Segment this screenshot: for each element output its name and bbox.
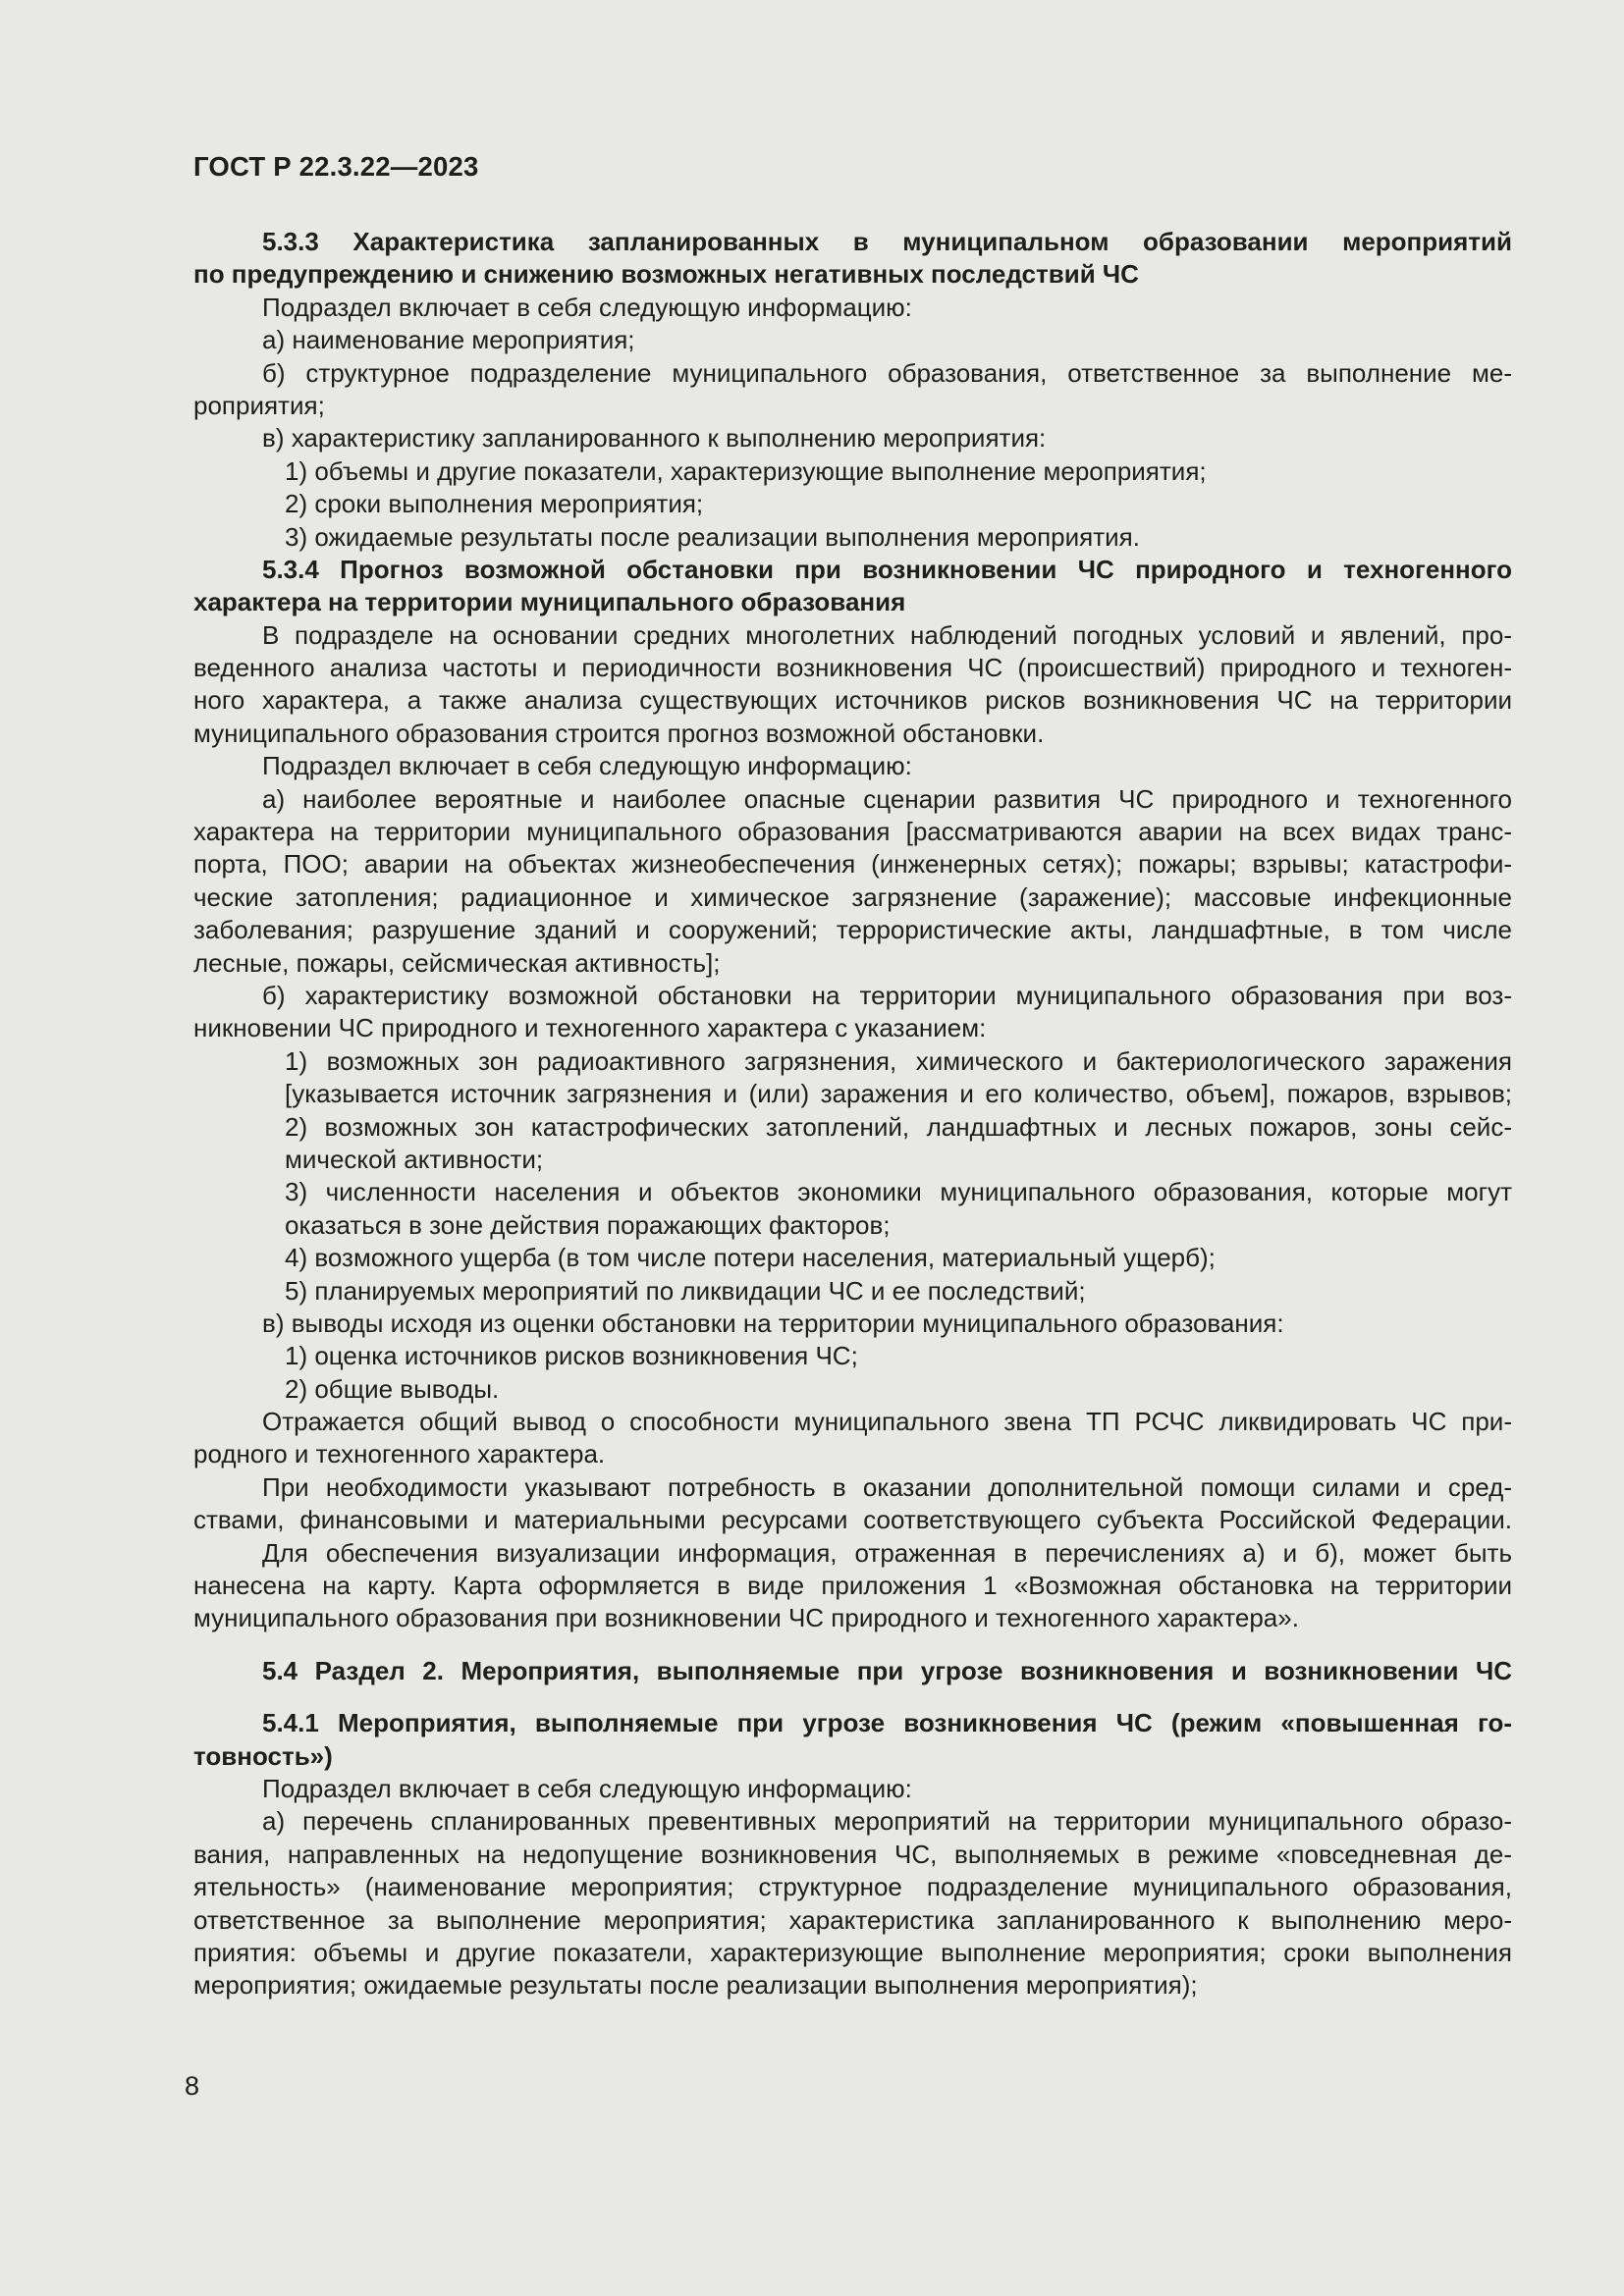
paragraph [193, 422, 1512, 454]
list-item [193, 1176, 1512, 1242]
list-item [193, 1045, 1512, 1111]
text-line: нанесена на карту. Карта оформляется в виде приложения 1 «Возможная обстановка на территории [193, 1571, 1512, 1601]
text-line: ного характера, а также анализа существующих источников рисков возникновения ЧС на территории [193, 685, 1512, 716]
text-line: При необходимости указывают потребность в оказании дополнительной помощи силами и сред- [262, 1471, 1512, 1502]
text-line: в) характеристику запланированного к выполнению мероприятия: [262, 423, 1047, 454]
paragraph [193, 357, 1512, 423]
text-line: веденного анализа частоты и периодичности возникновения ЧС (происшествий) природного и техноген- [193, 653, 1512, 683]
text-line: 2) возможных зон катастрофических затоплений, ландшафтных и лесных пожаров, зоны сейс- [285, 1111, 1512, 1142]
section-heading-5-3-4 [193, 554, 1512, 619]
paragraph [193, 1537, 1512, 1635]
text-line: Подраздел включает в себя следующую информацию: [262, 751, 912, 781]
list-item [193, 1275, 1512, 1308]
list-item [193, 521, 1512, 554]
paragraph [193, 783, 1512, 980]
section-heading-5-3-3 [193, 226, 1512, 292]
paragraph [193, 619, 1512, 751]
text-line: ствами, финансовыми и материальными ресурсами соответствующего субъекта Российской Федерации. [193, 1505, 1512, 1535]
text-line: мической активности; [285, 1144, 544, 1174]
paragraph [193, 1773, 1512, 1805]
text-line: [указывается источник загрязнения и (или) заражения и его количество, объем], пожаров, взрывов; [285, 1079, 1512, 1109]
list-item [193, 1111, 1512, 1177]
text-line: заболевания; разрушение зданий и сооружений; террористические акты, ландшафтные, в том числе [193, 915, 1512, 945]
text-line: муниципального образования при возникновении ЧС природного и техногенного характера». [193, 1603, 1299, 1633]
text-line: Отражается общий вывод о способности муниципального звена ТП РСЧС ликвидировать ЧС при- [262, 1407, 1512, 1437]
text-line: В подразделе на основании средних многолетних наблюдений погодных условий и явлений, про- [262, 619, 1512, 650]
text-line: ответственное за выполнение мероприятия; характеристика запланированного к выполнению меро- [193, 1904, 1512, 1935]
paragraph [193, 324, 1512, 356]
text-line: оказаться в зоне действия поражающих факторов; [285, 1209, 891, 1240]
text-line: 1) объемы и другие показатели, характеризующие выполнение мероприятия; [285, 455, 1207, 486]
text-line: 3) численности населения и объектов экономики муниципального образования, которые могут [285, 1177, 1512, 1207]
text-line: 1) возможных зон радиоактивного загрязнения, химического и бактериологического заражения [285, 1045, 1512, 1076]
paragraph [193, 292, 1512, 324]
text-line: ческие затопления; радиационное и химическое загрязнение (заражение); массовые инфекционные [193, 881, 1512, 912]
list-item [193, 455, 1512, 488]
text-line: товность») [193, 1740, 333, 1771]
text-line: приятия: объемы и другие показатели, характеризующие выполнение мероприятия; сроки выполнения [193, 1937, 1512, 1967]
paragraph [193, 980, 1512, 1045]
text-line: 3) ожидаемые результаты после реализации выполнения мероприятия. [285, 521, 1140, 552]
text-line: характера на территории муниципального образования [193, 587, 906, 617]
text-line: Для обеспечения визуализации информация, отраженная в перечислениях а) и б), может быть [262, 1537, 1512, 1568]
text-line: родного и техногенного характера. [193, 1439, 606, 1469]
text-line: 1) оценка источников рисков возникновения ЧС; [285, 1341, 858, 1371]
text-line: б) характеристику возможной обстановки на территории муниципального образования при воз- [262, 980, 1512, 1010]
text-line: 4) возможного ущерба (в том числе потери населения, материальный ущерб); [285, 1243, 1216, 1273]
text-line: 5.3.4 Прогноз возможной обстановки при возникновении ЧС природного и техногенного [262, 554, 1512, 584]
paragraph [193, 1406, 1512, 1471]
document-code: ГОСТ Р 22.3.22—2023 [193, 151, 479, 182]
text-line: муниципального образования строится прогноз возможной обстановки. [193, 718, 1045, 748]
text-line: а) перечень спланированных превентивных мероприятий на территории муниципального образо- [262, 1806, 1512, 1837]
text-line: порта, ПОО; аварии на объектах жизнеобеспечения (инженерных сетях); пожары; взрывы; катастрофи- [193, 849, 1512, 880]
text-line: Подраздел включает в себя следующую информацию: [262, 1773, 912, 1803]
list-item [193, 1242, 1512, 1274]
section-heading-5-4 [193, 1655, 1512, 1687]
text-line: вания, направленных на недопущение возникновения ЧС, выполняемых в режиме «повседневная де- [193, 1839, 1512, 1869]
section-heading-5-4-1 [193, 1707, 1512, 1773]
text-line: характера на территории муниципального образования [рассматриваются аварии на всех видах транс- [193, 817, 1512, 847]
text-line: б) структурное подразделение муниципального образования, ответственное за выполнение ме- [262, 357, 1512, 388]
text-line: Подраздел включает в себя следующую информацию: [262, 292, 912, 322]
text-line: а) наименование мероприятия; [262, 325, 635, 355]
list-item [193, 1373, 1512, 1406]
text-line: 5) планируемых мероприятий по ликвидации ЧС и ее последствий; [285, 1275, 1086, 1306]
text-line: по предупреждению и снижению возможных негативных последствий ЧС [193, 259, 1139, 290]
text-line: 2) сроки выполнения мероприятия; [285, 489, 704, 519]
text-line: в) выводы исходя из оценки обстановки на территории муниципального образования: [262, 1308, 1284, 1338]
paragraph [193, 1805, 1512, 2002]
text-line: 5.3.3 Характеристика запланированных в муниципальном образовании мероприятий [262, 227, 1512, 256]
text-line: 5.4.1 Мероприятия, выполняемые при угрозе возникновения ЧС (режим «повышенная го- [262, 1708, 1512, 1738]
text-line: роприятия; [193, 390, 325, 420]
document-body [193, 226, 1512, 2002]
paragraph [193, 1471, 1512, 1537]
page-number: 8 [185, 2071, 200, 2101]
paragraph [193, 1308, 1512, 1340]
text-line: 2) общие выводы. [285, 1373, 500, 1404]
list-item [193, 1340, 1512, 1372]
paragraph [193, 750, 1512, 782]
list-item [193, 488, 1512, 520]
text-line: лесные, пожары, сейсмическая активность]; [193, 947, 721, 978]
text-line: никновении ЧС природного и техногенного характера с указанием: [193, 1013, 987, 1043]
text-line: 5.4 Раздел 2. Мероприятия, выполняемые при угрозе возникновения и возникновении ЧС [262, 1655, 1512, 1685]
text-line: а) наиболее вероятные и наиболее опасные сценарии развития ЧС природного и техногенного [262, 783, 1512, 814]
text-line: мероприятия; ожидаемые результаты после реализации выполнения мероприятия); [193, 1970, 1198, 2001]
text-line: ятельность» (наименование мероприятия; структурное подразделение муниципального образования, [193, 1872, 1512, 1902]
